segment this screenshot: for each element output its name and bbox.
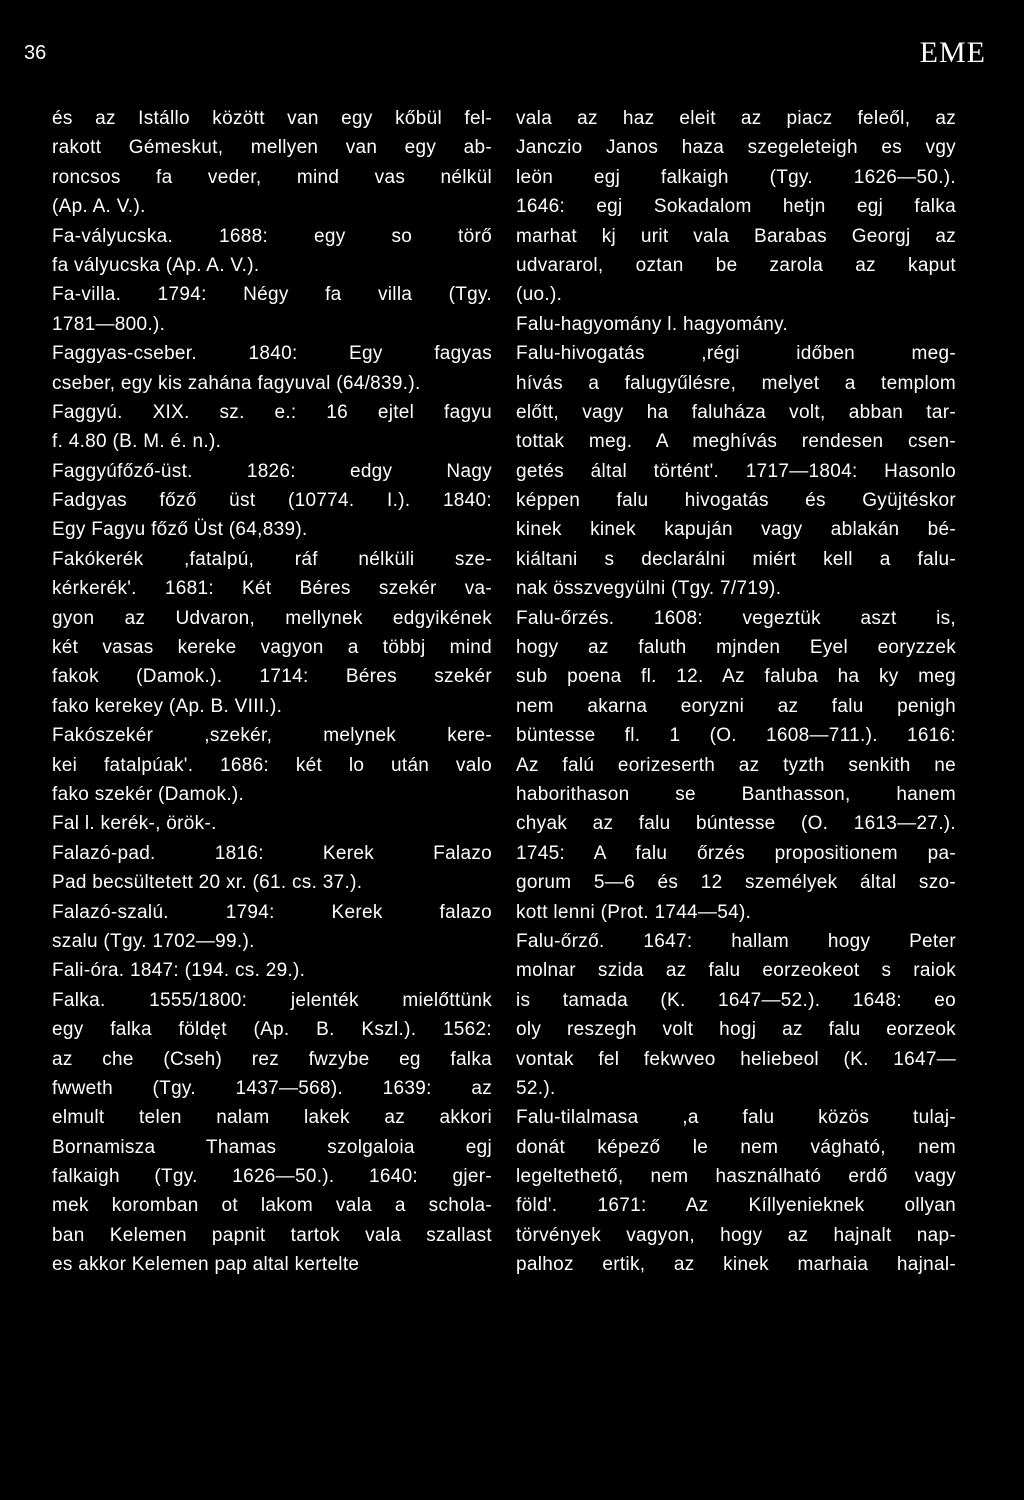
text-line: Falu-őrző. 1647: hallam hogy Peter [516, 930, 956, 952]
page-number: 36 [24, 42, 47, 64]
text-line: Falu-őrzés. 1608: vegeztük aszt is, [516, 607, 956, 629]
text-line: az che (Cseh) rez fwzybe eg falka [52, 1048, 492, 1070]
text-line: palhoz ertik, az kinek marhaia hajnal- [516, 1254, 956, 1276]
text-line: Falka. 1555/1800: jelenték mielőttünk [52, 989, 492, 1011]
text-line: leön egj falkaigh (Tgy. 1626—50.). [516, 166, 956, 188]
text-line: Fadgyas főző üst (10774. I.). 1840: [52, 490, 492, 512]
text-line: Fal l. kerék-, örök-. [52, 813, 217, 835]
text-line: es akkor Kelemen pap altal kertelte [52, 1254, 360, 1276]
text-line: (Ap. A. V.). [52, 196, 146, 218]
text-line: Faggyúfőző-üst. 1826: edgy Nagy [52, 460, 492, 482]
text-line: marhat kj urit vala Barabas Georgj az [516, 225, 956, 247]
text-line: Falu-hagyomány l. hagyomány. [516, 313, 789, 335]
text-line: oly reszegh volt hogj az falu eorzeok [516, 1019, 956, 1041]
text-line: kinek kinek kapuján vagy ablakán bé- [516, 519, 956, 541]
text-line: falkaigh (Tgy. 1626—50.). 1640: gjer- [52, 1166, 492, 1188]
text-line: kérkerék'. 1681: Két Béres szekér va- [52, 578, 492, 600]
text-line: molnar szida az falu eorzeokeot s raiok [516, 960, 956, 982]
text-line: Faggyas-cseber. 1840: Egy fagyas [52, 343, 492, 365]
text-line: és az Istállo között van egy kőbül fel- [52, 108, 492, 129]
text-line: chyak az falu búntesse (O. 1613—27.). [516, 813, 956, 835]
text-line: Janczio Janos haza szegeleteigh es vgy [516, 137, 956, 159]
text-line: haborithason se Banthasson, hanem [516, 783, 956, 805]
text-line: kei fatalpúak'. 1686: két lo után valo [52, 754, 492, 776]
right-column [516, 104, 956, 1280]
text-line: ban Kelemen papnit tartok vala szallast [52, 1224, 492, 1246]
text-line: 52.). [516, 1077, 556, 1099]
text-line: képpen falu hivogatás és Gyüjtéskor [516, 490, 956, 512]
text-line: Fali-óra. 1847: (194. cs. 29.). [52, 960, 306, 982]
text-line: sub poena fl. 12. Az faluba ha ky meg [516, 666, 956, 688]
running-head [24, 36, 1000, 76]
running-head-title: EME [919, 36, 986, 69]
text-line: büntesse fl. 1 (O. 1608—711.). 1616: [516, 725, 956, 747]
text-line: Falu-hivogatás ,régi időben meg- [516, 343, 956, 365]
text-line: mek koromban ot lakom vala a schola- [52, 1195, 492, 1217]
text-line: 1745: A falu őrzés propositionem pa- [516, 842, 956, 864]
text-line: 1781—800.). [52, 313, 166, 335]
text-line: legeltethető, nem használható erdő vagy [516, 1166, 956, 1188]
left-column [52, 104, 492, 1280]
text-line: Falazó-pad. 1816: Kerek Falazo [52, 842, 492, 864]
text-line: donát képező le nem vágható, nem [516, 1136, 956, 1158]
text-line: kott lenni (Prot. 1744—54). [516, 901, 752, 923]
text-line: rakott Gémeskut, mellyen van egy ab- [52, 137, 492, 159]
text-line: f. 4.80 (B. M. é. n.). [52, 431, 222, 453]
text-line: Falazó-szalú. 1794: Kerek falazo [52, 901, 492, 923]
text-line: gyon az Udvaron, mellynek edgyikének [52, 607, 492, 629]
text-line: vala az haz eleit az piacz feleől, az [516, 108, 956, 129]
text-line: Pad becsültetett 20 xr. (61. cs. 37.). [52, 872, 363, 894]
text-line: fwweth (Tgy. 1437—568). 1639: az [52, 1077, 492, 1099]
text-line: fako kerekey (Ap. B. VIII.). [52, 695, 283, 717]
text-line: Fa-villa. 1794: Négy fa villa (Tgy. [52, 284, 492, 306]
text-line: fa vályucska (Ap. A. V.). [52, 254, 260, 276]
text-line: két vasas kereke vagyon a többj mind [52, 637, 492, 659]
text-line: nem akarna eoryzni az falu penigh [516, 695, 956, 717]
text-line: getés által történt'. 1717—1804: Hasonlo [516, 460, 956, 482]
text-line: elmult telen nalam lakek az akkori [52, 1107, 492, 1129]
text-line: fakok (Damok.). 1714: Béres szekér [52, 666, 492, 688]
text-line: is tamada (K. 1647—52.). 1648: eo [516, 989, 956, 1011]
text-line: egy falka földęt (Ap. B. Kszl.). 1562: [52, 1019, 492, 1041]
text-line: Fakószekér ,szekér, melynek kere- [52, 725, 492, 747]
text-line: hívás a falugyűlésre, melyet a templom [516, 372, 956, 394]
text-line: gorum 5—6 és 12 személyek által szo- [516, 872, 956, 894]
text-line: Az falú eorizeserth az tyzth senkith ne [516, 754, 956, 776]
text-line: kiáltani s declarálni miért kell a falu- [516, 548, 956, 570]
text-line: tottak meg. A meghívás rendesen csen- [516, 431, 956, 453]
text-line: roncsos fa veder, mind vas nélkül [52, 166, 492, 188]
text-line: 1646: egj Sokadalom hetjn egj falka [516, 196, 956, 218]
text-line: szalu (Tgy. 1702—99.). [52, 930, 255, 952]
text-line: cseber, egy kis zahána fagyuval (64/839.). [52, 372, 421, 394]
text-line: udvararol, oztan be zarola az kaput [516, 254, 956, 276]
text-line: föld'. 1671: Az Kíllyenieknek ollyan [516, 1195, 956, 1217]
text-line: vontak fel fekwveo heliebeol (K. 1647— [516, 1048, 956, 1070]
text-line: törvények vagyon, hogy az hajnalt nap- [516, 1224, 956, 1246]
text-line: Faggyú. XIX. sz. e.: 16 ejtel fagyu [52, 401, 492, 423]
text-line: hogy az faluth mjnden Eyel eoryzzek [516, 637, 956, 659]
text-line: fako szekér (Damok.). [52, 783, 245, 805]
text-line: Egy Fagyu főző Üst (64,839). [52, 519, 308, 541]
text-line: nak összvegyülni (Tgy. 7/719). [516, 578, 782, 600]
text-line: Fakókerék ,fatalpú, ráf nélküli sze- [52, 548, 492, 570]
text-line: előtt, vagy ha faluháza volt, abban tar- [516, 401, 956, 423]
text-line: Bornamisza Thamas szolgaloia egj [52, 1136, 492, 1158]
text-line: Fa-vályucska. 1688: egy so törő [52, 225, 492, 247]
text-line: (uo.). [516, 284, 563, 306]
text-line: Falu-tilalmasa ,a falu közös tulaj- [516, 1107, 956, 1129]
